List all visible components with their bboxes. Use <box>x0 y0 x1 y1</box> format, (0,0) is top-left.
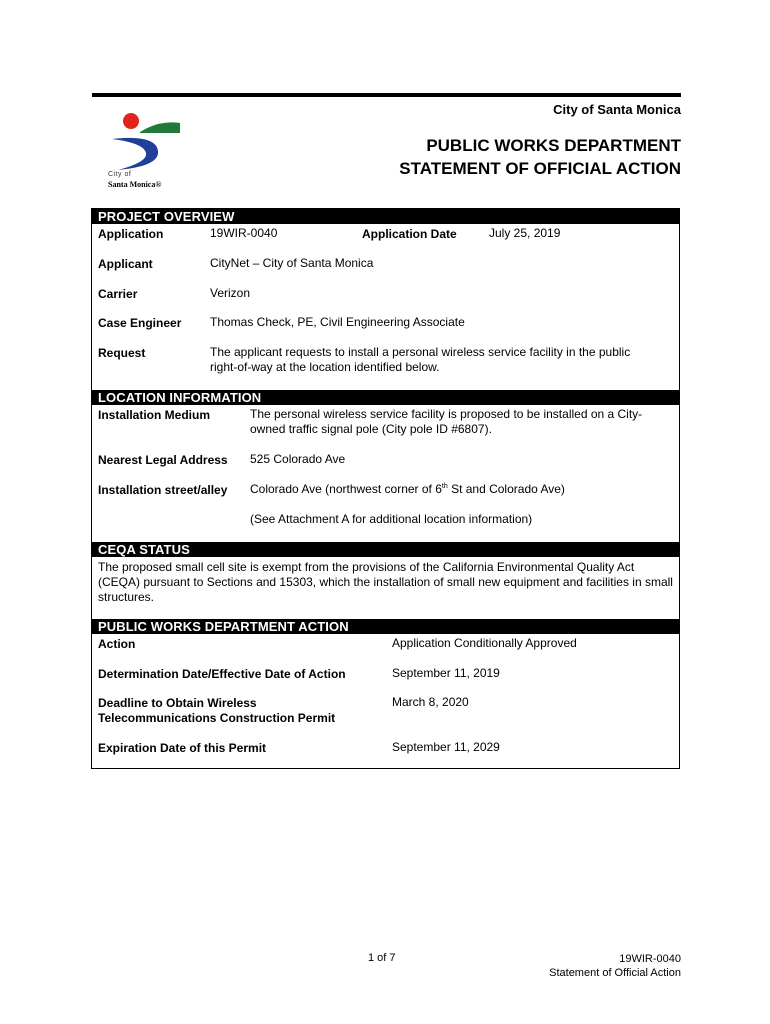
logo-caption-santa-monica: Santa Monica® <box>108 180 162 189</box>
installation-medium-value <box>250 407 642 437</box>
page-number: 1 of 7 <box>368 952 396 964</box>
installation-medium-label: Installation Medium <box>98 408 211 422</box>
application-date-value: July 25, 2019 <box>489 226 561 240</box>
installation-medium-line-2: owned traffic signal pole (City pole ID #6807). <box>250 422 492 436</box>
street-text: Colorado Ave (northwest corner of 6 <box>250 482 442 496</box>
nearest-address-value: 525 Colorado Ave <box>250 452 346 466</box>
case-engineer-value: Thomas Check, PE, Civil Engineering Associate <box>210 315 465 329</box>
installation-street-value <box>250 482 565 497</box>
nearest-address-label: Nearest Legal Address <box>98 453 228 467</box>
request-label: Request <box>98 346 146 360</box>
section-department-action <box>92 619 680 634</box>
expiration-date-label: Expiration Date of this Permit <box>98 741 267 755</box>
action-value: Application Conditionally Approved <box>392 636 577 650</box>
logo-sun <box>123 113 139 129</box>
determination-date-value: September 11, 2019 <box>392 666 500 680</box>
applicant-value: CityNet – City of Santa Monica <box>210 256 374 270</box>
document-title <box>399 134 681 180</box>
section-location-information <box>92 390 680 405</box>
deadline-label <box>98 696 335 726</box>
city-name: City of Santa Monica <box>553 102 681 117</box>
deadline-value: March 8, 2020 <box>392 695 469 709</box>
application-value: 19WIR-0040 <box>210 226 278 240</box>
street-text-end: St and Colorado Ave) <box>447 482 565 496</box>
deadline-label-line-2: Telecommunications Construction Permit <box>98 711 336 725</box>
footer-doc-info <box>549 952 681 980</box>
footer-doc-id: 19WIR-0040 <box>619 953 681 965</box>
section-heading: CEQA STATUS <box>98 542 190 557</box>
determination-date-label: Determination Date/Effective Date of Action <box>98 667 346 681</box>
section-heading: PROJECT OVERVIEW <box>98 209 235 224</box>
section-heading: LOCATION INFORMATION <box>98 390 262 405</box>
section-ceqa-status <box>92 542 680 557</box>
ceqa-text: The proposed small cell site is exempt from the provisions of the California Environmental Quality Act (CEQA) pursuant to Sections and 15303, which the installation of small new equipment and facilities in small structures. <box>98 560 673 604</box>
application-date-label: Application Date <box>362 227 457 241</box>
request-line-2: right-of-way at the location identified below. <box>210 360 440 374</box>
title-line-1: PUBLIC WORKS DEPARTMENT <box>426 136 681 155</box>
header-rule <box>92 93 681 97</box>
carrier-value: Verizon <box>210 286 251 300</box>
logo-hill <box>140 122 180 133</box>
installation-street-label: Installation street/alley <box>98 483 228 497</box>
logo-wave <box>112 138 158 170</box>
applicant-label: Applicant <box>98 257 153 271</box>
section-heading: PUBLIC WORKS DEPARTMENT ACTION <box>98 619 349 634</box>
attachment-note: (See Attachment A for additional location information) <box>250 512 533 526</box>
action-label: Action <box>98 637 136 651</box>
footer-doc-title: Statement of Official Action <box>549 967 681 979</box>
logo-caption-city-of: City of <box>108 171 132 178</box>
request-value <box>210 345 630 375</box>
case-engineer-label: Case Engineer <box>98 316 182 330</box>
deadline-label-line-1: Deadline to Obtain Wireless <box>98 696 257 710</box>
request-line-1: The applicant requests to install a personal wireless service facility in the public <box>210 345 631 359</box>
section-project-overview <box>92 209 680 224</box>
application-label: Application <box>98 227 164 241</box>
title-line-2: STATEMENT OF OFFICIAL ACTION <box>399 159 681 178</box>
installation-medium-line-1: The personal wireless service facility is proposed to be installed on a City- <box>250 407 643 421</box>
street-superscript: th <box>441 483 448 490</box>
carrier-label: Carrier <box>98 287 138 301</box>
expiration-date-value: September 11, 2029 <box>392 740 500 754</box>
